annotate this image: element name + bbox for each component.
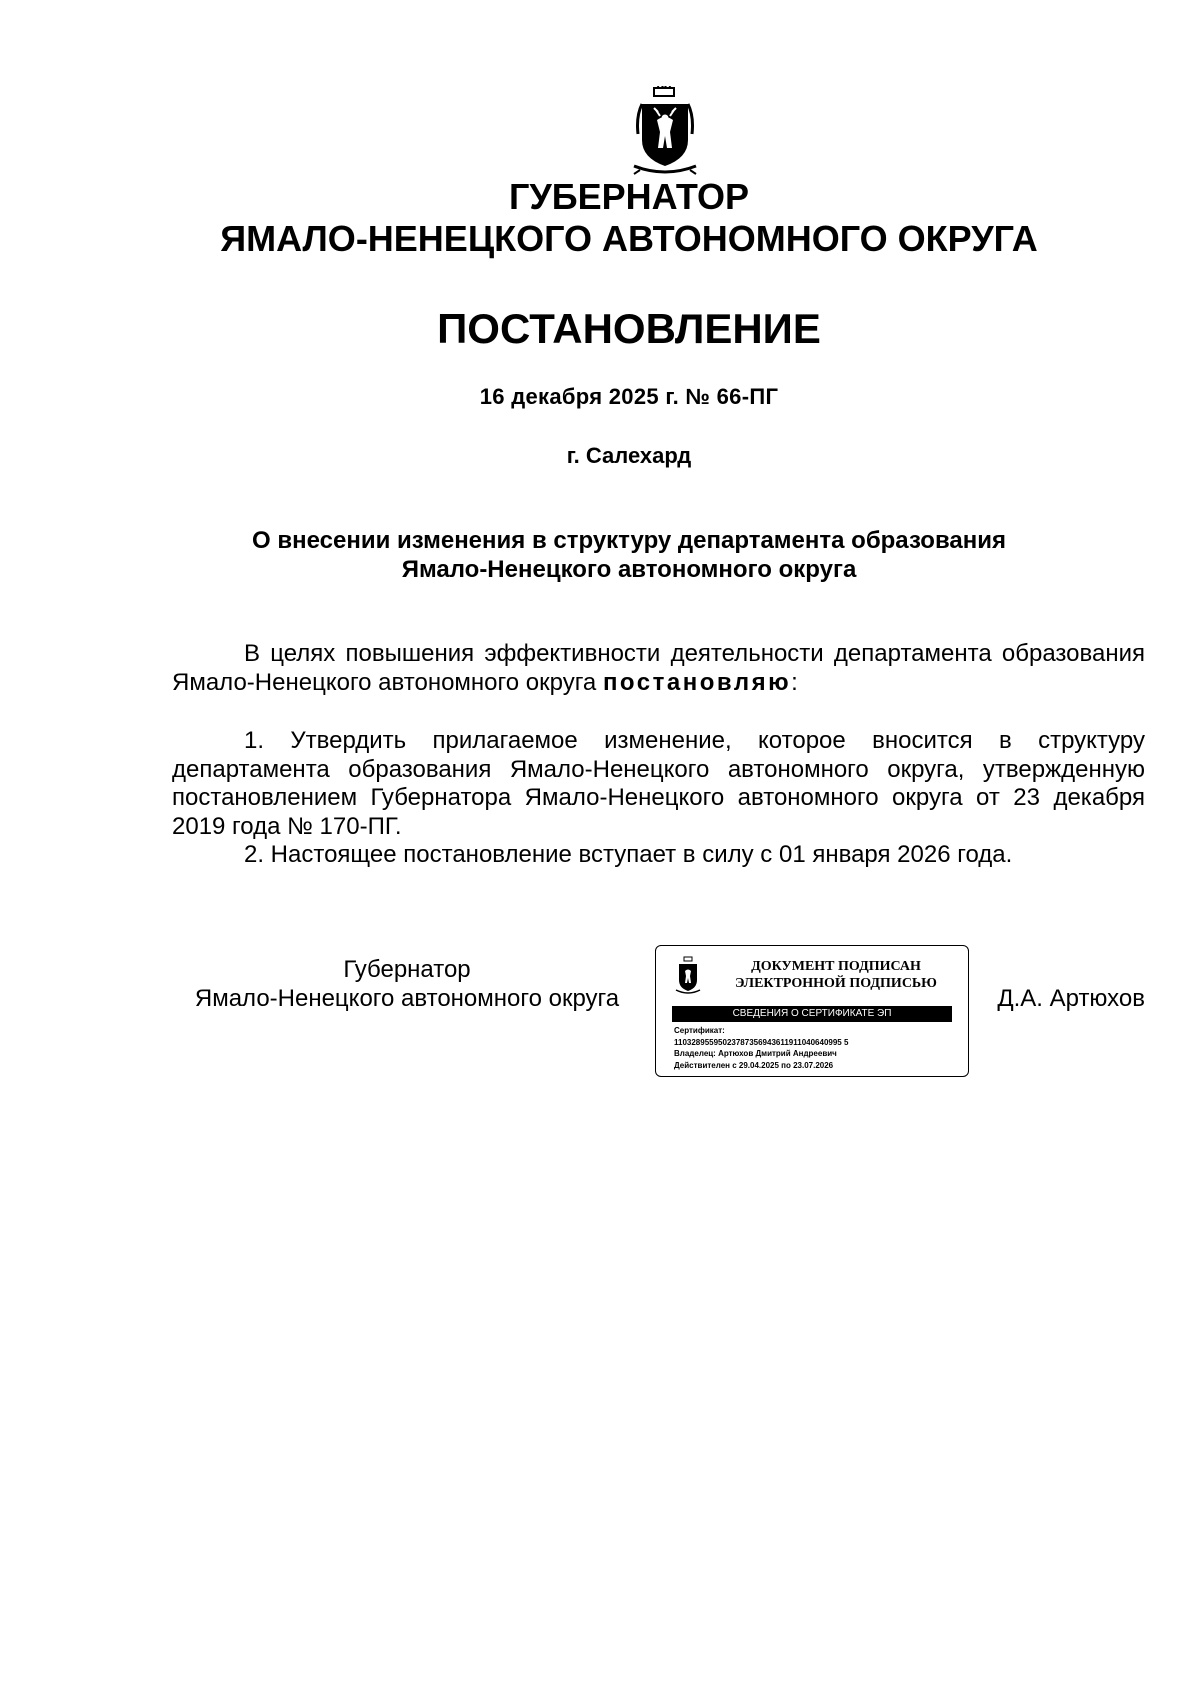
coat-of-arms-icon xyxy=(630,86,700,178)
stamp-title xyxy=(716,958,956,992)
stamp-title-line2: ЭЛЕКТРОННОЙ ПОДПИСЬЮ xyxy=(735,976,937,991)
stamp-emblem-icon xyxy=(674,956,702,996)
preamble-text: В целях повышения эффективности деятельности департамента образования Ямало-Ненецкого автономного округа xyxy=(172,640,1145,696)
preamble-end: : xyxy=(791,668,798,696)
document-type: ПОСТАНОВЛЕНИЕ xyxy=(437,305,821,352)
signatory-position xyxy=(172,955,642,1013)
city: г. Салехард xyxy=(566,443,692,468)
item-2: 2. Настоящее постановление вступает в силу с 01 января 2026 года. xyxy=(244,841,1013,868)
electronic-signature-stamp xyxy=(655,945,969,1077)
signatory-position-line1: Губернатор xyxy=(343,956,471,983)
preamble-keyword: постановляю xyxy=(602,668,792,696)
stamp-bar-label: СВЕДЕНИЯ О СЕРТИФИКАТЕ ЭП xyxy=(672,1006,952,1022)
document-subject xyxy=(0,526,1200,584)
certificate-validity: Действителен с 29.04.2025 по 23.07.2026 xyxy=(674,1060,834,1070)
stamp-title-line1: ДОКУМЕНТ ПОДПИСАН xyxy=(751,959,921,974)
subject-line1: О внесении изменения в структуру департамента образования xyxy=(252,527,1006,554)
certificate-label: Сертификат: xyxy=(674,1026,725,1035)
issuer-title-line1: ГУБЕРНАТОР xyxy=(508,176,749,217)
stamp-certificate-info xyxy=(674,1025,959,1071)
certificate-owner: Владелец: Артюхов Дмитрий Андреевич xyxy=(674,1049,837,1058)
subject-line2: Ямало-Ненецкого автономного округа xyxy=(401,556,857,583)
issuer-title-line2: ЯМАЛО-НЕНЕЦКОГО АВТОНОМНОГО ОКРУГА xyxy=(220,218,1038,259)
date-number: 16 декабря 2025 г. № 66-ПГ xyxy=(479,384,779,409)
certificate-number: 11032895595023787356943611911040640995 5 xyxy=(674,1037,849,1047)
document-body xyxy=(172,640,1145,870)
preamble-paragraph xyxy=(172,640,1145,697)
signatory-position-line2: Ямало-Ненецкого автономного округа xyxy=(194,985,620,1012)
issuer-title xyxy=(0,176,1200,260)
signatory-name: Д.А. Артюхов xyxy=(997,985,1145,1012)
item-1: 1. Утвердить прилагаемое изменение, которое вносится в структуру департамента образования Ямало-Ненецкого автономного округа, утвержденную постановлением Губернатора Ямало-Ненецкого автономного округа от 23 декабря 2019 года № 170-ПГ. xyxy=(172,727,1145,840)
